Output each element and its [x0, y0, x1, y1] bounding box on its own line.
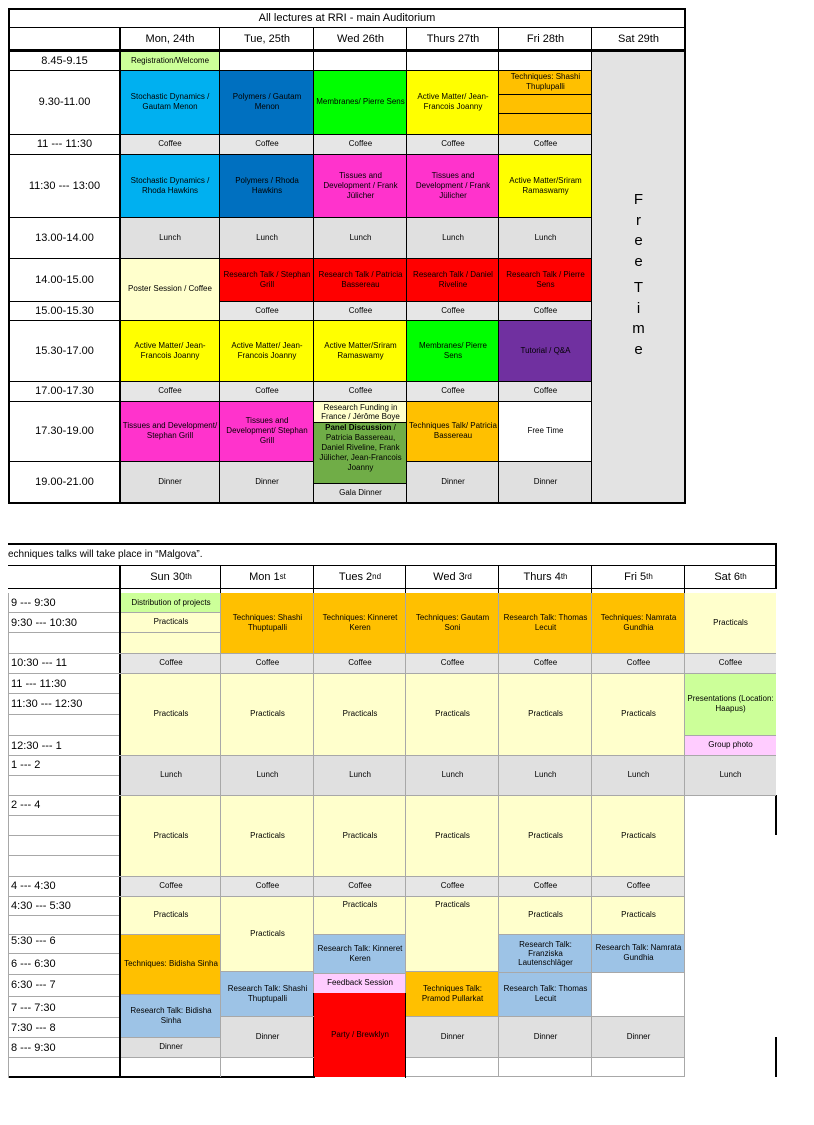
week1-event: Tissues and Development / Frank Jülicher: [407, 154, 499, 217]
week1-event: Research Talk / Stephan Grill: [220, 258, 314, 301]
week2-dinner: Dinner: [221, 1016, 314, 1057]
week2-event: Practicals: [314, 673, 406, 755]
week1-day-mon: Mon, 24th: [145, 32, 195, 45]
week1-coffee: Coffee: [220, 134, 314, 154]
week2-coffee: Coffee: [499, 653, 592, 673]
week1-time: 17.00-17.30: [35, 385, 94, 397]
week1-dinner: Dinner: [407, 461, 499, 502]
week1-coffee: Coffee: [220, 381, 314, 401]
week1-coffee: Coffee: [407, 301, 499, 320]
week1-event: Active Matter/ Jean-Francois Joanny: [407, 70, 499, 134]
week1-time: 15.30-17.00: [35, 344, 94, 357]
week2-time: 10:30 --- 11: [11, 657, 68, 669]
week1-day-fri: Fri 28th: [526, 32, 565, 45]
week2-coffee: Coffee: [121, 876, 221, 896]
week1-event: Free Time: [499, 401, 592, 461]
week1-time: 14.00-15.00: [35, 273, 94, 286]
week1-dinner: Dinner: [120, 461, 220, 502]
week1-day-thu: Thurs 27th: [426, 32, 480, 45]
week1-event: Poster Session / Coffee: [120, 258, 220, 320]
week2-lunch: Lunch: [499, 755, 592, 795]
week1-lunch: Lunch: [314, 217, 407, 258]
week2-lunch: Lunch: [592, 755, 685, 795]
week1-time: 8.45-9.15: [41, 55, 88, 67]
week2-time: 7:30 --- 8: [11, 1022, 56, 1034]
week1-event: Research Talk / Pierre Sens: [499, 258, 592, 301]
week1-dinner: Gala Dinner: [314, 483, 407, 502]
week2-time: 9 --- 9:30: [11, 597, 56, 609]
week2-event: Techniques Talk: Pramod Pullarkat: [406, 971, 499, 1016]
week2-lunch: Lunch: [121, 755, 221, 795]
week2-event: Practicals: [499, 673, 592, 755]
week2-lunch: Lunch: [314, 755, 406, 795]
week2-day-sun: Sun 30 th: [150, 571, 192, 583]
panel-discussion-label: Panel Discussion: [325, 423, 392, 432]
week2-time: 1 --- 2: [11, 759, 41, 771]
week1-time: 19.00-21.00: [35, 475, 94, 488]
week2-coffee: Coffee: [592, 653, 685, 673]
week2-time: 5:30 --- 6: [11, 935, 56, 947]
week2-day-fri: Fri 5 th: [624, 571, 653, 583]
week2-event: Practicals: [121, 795, 221, 876]
week2-coffee: Coffee: [406, 876, 499, 896]
week1-day-wed: Wed 26th: [337, 32, 384, 45]
week2-time: 8 --- 9:30: [11, 1042, 56, 1054]
week1-coffee: Coffee: [499, 134, 592, 154]
week2-event: Techniques: Bidisha Sinha: [121, 934, 221, 994]
week1-coffee: Coffee: [120, 381, 220, 401]
week2-event: Distribution of projects: [121, 593, 221, 612]
week1-event: Techniques Talk/ Patricia Bassereau: [407, 401, 499, 461]
week2-event-fill: [121, 632, 221, 653]
week1-event: Registration/Welcome: [120, 52, 220, 70]
week2-coffee: Coffee: [314, 876, 406, 896]
week2-event: Techniques: Kinneret Keren: [314, 593, 406, 653]
week1-coffee: Coffee: [120, 134, 220, 154]
week1-day-sat: Sat 29th: [618, 32, 659, 45]
week1-event: Tissues and Development/ Stephan Grill: [120, 401, 220, 461]
week1-coffee: Coffee: [499, 381, 592, 401]
week2-event: Practicals: [685, 593, 776, 653]
week2-event: Practicals: [221, 896, 314, 971]
week2-coffee: Coffee: [499, 876, 592, 896]
week1-event: Membranes/ Pierre Sens: [407, 320, 499, 381]
week1-event: Stochastic Dynamics / Rhoda Hawkins: [120, 154, 220, 217]
week2-title: echniques talks will take place in “Malgova”.: [8, 549, 203, 560]
week1-event: Active Matter/ Jean-Francois Joanny: [120, 320, 220, 381]
week2-event: Practicals: [221, 673, 314, 755]
week2-time: 11:30 --- 12:30: [11, 698, 83, 710]
week1-event: Techniques: Shashi Thuplupalli: [499, 70, 592, 94]
week2-event: Practicals: [121, 612, 221, 632]
week1-event: Tutorial / Q&A: [499, 320, 592, 381]
week1-lunch: Lunch: [120, 217, 220, 258]
week1-dinner: Dinner: [220, 461, 314, 502]
week2-event: Practicals: [592, 795, 685, 876]
week2-time: 7 --- 7:30: [11, 1002, 56, 1014]
week2-coffee: Coffee: [121, 653, 221, 673]
week2-coffee: Coffee: [592, 876, 685, 896]
week2-event: Party / Brewklyn: [314, 993, 406, 1077]
week1-lunch: Lunch: [499, 217, 592, 258]
week1-title: All lectures at RRI - main Auditorium: [258, 12, 436, 24]
week2-time: 2 --- 4: [11, 799, 41, 811]
week1-event: Polymers / Gautam Menon: [220, 70, 314, 134]
week1-lunch: Lunch: [220, 217, 314, 258]
week1-lunch: Lunch: [407, 217, 499, 258]
week2-event: Techniques: Namrata Gundhia: [592, 593, 685, 653]
week2-event: Research Talk: Kinneret Keren: [314, 934, 406, 973]
week1-coffee: Coffee: [314, 134, 407, 154]
week2-day-sat: Sat 6 th: [714, 571, 747, 583]
week2-time: 4 --- 4:30: [11, 880, 56, 892]
week2-lunch: Lunch: [221, 755, 314, 795]
week2-time: 12:30 --- 1: [11, 740, 62, 752]
week2-event: Research Talk: Franziska Lautenschläger: [499, 934, 592, 972]
week2-event: Practicals: [499, 795, 592, 876]
week1-time: 11 --- 11:30: [36, 138, 93, 150]
week2-event: Research Talk: Thomas Lecuit: [499, 972, 592, 1016]
week2-day-mon: Mon 1 st: [249, 571, 286, 583]
week1-time: 11:30 --- 13:00: [28, 179, 101, 192]
week1-saturday-free-time-text: F r e e T i m e: [632, 191, 645, 358]
week2-day-wed: Wed 3 rd: [433, 571, 472, 583]
week1-event: Research Talk / Patricia Bassereau: [314, 258, 407, 301]
week2-coffee: Coffee: [685, 653, 776, 673]
week2-event: Practicals: [121, 896, 221, 934]
week1-event: Research Talk / Daniel Riveline: [407, 258, 499, 301]
week2-event: Practicals: [592, 896, 685, 934]
week2-event: Practicals: [121, 673, 221, 755]
week2-event: Presentations (Location: Haapus): [685, 673, 776, 735]
week2-event: Feedback Session: [314, 973, 406, 993]
week1-event: Active Matter/Sriram Ramaswamy: [314, 320, 407, 381]
week2-dinner: Dinner: [499, 1016, 592, 1057]
week2-dinner: Dinner: [406, 1016, 499, 1057]
week2-event: Practicals: [221, 795, 314, 876]
week1-time: 13.00-14.00: [35, 231, 94, 244]
week2-event: Techniques: Gautam Soni: [406, 593, 499, 653]
week2-lunch: Lunch: [406, 755, 499, 795]
week2-event: Practicals: [406, 673, 499, 755]
week2-event: Techniques: Shashi Thuptupalli: [221, 593, 314, 653]
week1-coffee: Coffee: [407, 134, 499, 154]
week2-event: Practicals: [499, 896, 592, 934]
week2-coffee: Coffee: [406, 653, 499, 673]
week1-event: Membranes/ Pierre Sens: [314, 70, 407, 134]
panel-discussion-members: / Patricia Bassereau, Daniel Riveline, Frank Jülicher, Jean-Francois Joanny: [319, 423, 402, 472]
week2-time: 11 --- 11:30: [11, 678, 67, 690]
week1-event: Active Matter/ Jean-Francois Joanny: [220, 320, 314, 381]
week1-coffee: Coffee: [407, 381, 499, 401]
week2-event: Research Talk: Namrata Gundhia: [592, 934, 685, 972]
week1-event: Tissues and Development/ Stephan Grill: [220, 401, 314, 461]
week1-time: 17.30-19.00: [35, 425, 94, 437]
week1-event: Tissues and Development / Frank Jülicher: [314, 154, 407, 217]
week2-coffee: Coffee: [221, 876, 314, 896]
week1-day-tue: Tue, 25th: [243, 32, 291, 45]
week2-lunch: Lunch: [685, 755, 776, 795]
week1-coffee: Coffee: [314, 301, 407, 320]
week2-time: 6 --- 6:30: [11, 958, 56, 970]
week1-coffee: Coffee: [220, 301, 314, 320]
week2-time: 6:30 --- 7: [11, 979, 56, 991]
week1-coffee: Coffee: [499, 301, 592, 320]
week2-event: Practicals: [314, 896, 406, 934]
week2-event: Research Talk: Bidisha Sinha: [121, 994, 221, 1037]
week2-day-thu: Thurs 4 th: [523, 571, 568, 583]
week2-time: 4:30 --- 5:30: [11, 900, 71, 912]
week1-event: Active Matter/Sriram Ramaswamy: [499, 154, 592, 217]
week2-day-tue: Tues 2 nd: [338, 571, 382, 583]
week1-event: Polymers / Rhoda Hawkins: [220, 154, 314, 217]
week2-event: Practicals: [406, 896, 499, 971]
week1-time: 9.30-11.00: [38, 96, 91, 108]
week1-dinner: Dinner: [499, 461, 592, 502]
week2-coffee: Coffee: [221, 653, 314, 673]
week2-event: Research Talk: Thomas Lecuit: [499, 593, 592, 653]
week2-event: Practicals: [406, 795, 499, 876]
week2-event: Practicals: [314, 795, 406, 876]
week2-event: Research Talk: Shashi Thuptupalli: [221, 971, 314, 1016]
week2-coffee: Coffee: [314, 653, 406, 673]
week2-dinner: Dinner: [592, 1016, 685, 1057]
week2-event: Group photo: [685, 735, 776, 755]
week2-time: 9:30 --- 10:30: [11, 617, 78, 629]
week2-dinner: Dinner: [121, 1037, 221, 1057]
week1-event: Stochastic Dynamics / Gautam Menon: [120, 70, 220, 134]
week2-event: Practicals: [592, 673, 685, 755]
week1-time: 15.00-15.30: [35, 304, 94, 317]
week1-event: Research Funding in France / Jérôme Boye: [314, 401, 407, 422]
week1-coffee: Coffee: [314, 381, 407, 401]
